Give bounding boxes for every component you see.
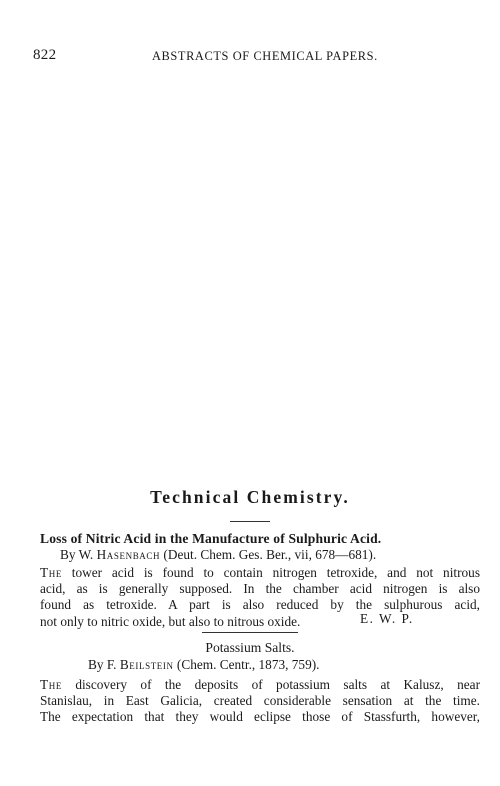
body-line: Stanislau, in East Galicia, created considerable sensation at the time. (40, 693, 480, 709)
article-byline (60, 547, 480, 563)
article-body (40, 677, 480, 726)
page-number: 822 (33, 47, 57, 63)
author-name: Hasenbach (96, 547, 161, 562)
citation: (Chem. Centr., 1873, 759). (173, 657, 320, 672)
article-byline (88, 657, 500, 673)
citation: (Deut. Chem. Ges. Ber., vii, 678—681). (160, 547, 377, 562)
body-line: acid, as is generally supposed. In the chamber acid nitrogen is also (40, 581, 480, 597)
section-divider (230, 521, 270, 522)
author-initials: E. W. P. (360, 611, 414, 626)
article-title: Potassium Salts. (205, 640, 295, 655)
byline-prefix: By F. (88, 657, 120, 672)
byline-prefix: By W. (60, 547, 97, 562)
lead-word: The (40, 565, 62, 580)
author-name: Beilstein (119, 657, 174, 672)
running-title: ABSTRACTS OF CHEMICAL PAPERS. (152, 49, 378, 63)
article-title: Loss of Nitric Acid in the Manufacture of Sulphuric Acid. (40, 531, 382, 546)
body-line: The discovery of the deposits of potassium salts at Kalusz, near (40, 677, 480, 692)
article-divider (202, 632, 298, 633)
body-line: found as tetroxide. A part is also reduced by the sulphurous acid, (40, 597, 480, 613)
body-line: not only to nitric oxide, but also to nitrous oxide. (40, 613, 301, 629)
section-heading: Technical Chemistry. (150, 487, 350, 507)
body-line: The tower acid is found to contain nitrogen tetroxide, and not nitrous (40, 565, 480, 580)
body-line: The expectation that they would eclipse those of Stassfurth, however, (40, 709, 480, 725)
lead-word: The (40, 677, 62, 692)
article-body (40, 565, 480, 630)
